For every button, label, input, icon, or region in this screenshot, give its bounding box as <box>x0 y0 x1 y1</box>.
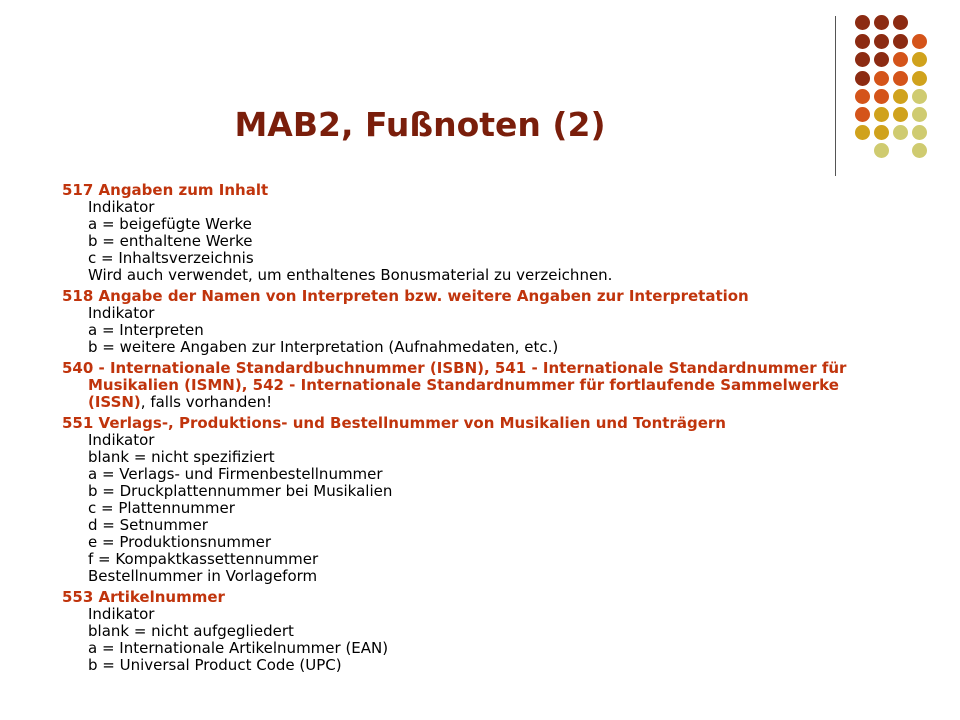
footnote-553 <box>62 589 912 674</box>
decorative-dot <box>893 15 908 30</box>
decorative-dot <box>874 89 889 104</box>
decorative-dot <box>855 107 870 122</box>
decorative-dot <box>912 52 927 67</box>
footnote-heading: 517 Angaben zum Inhalt <box>62 181 269 199</box>
decorative-dot <box>912 125 927 140</box>
decorative-dot <box>893 107 908 122</box>
footnote-518 <box>62 288 912 356</box>
footnote-line: blank = nicht spezifiziert <box>88 448 275 466</box>
decorative-dot <box>874 125 889 140</box>
footnote-heading: 518 Angabe der Namen von Interpreten bzw. weitere Angaben zur Interpretation <box>62 287 749 305</box>
footnote-line: a = Internationale Artikelnummer (EAN) <box>88 639 389 657</box>
footnote-line: b = Druckplattennummer bei Musikalien <box>88 482 393 500</box>
decorative-dot <box>893 89 908 104</box>
decorative-dot <box>893 52 908 67</box>
decorative-dot <box>893 34 908 49</box>
footnote-line: b = enthaltene Werke <box>88 232 253 250</box>
page-title: MAB2, Fußnoten (2) <box>234 105 606 144</box>
decorative-dot <box>855 71 870 86</box>
decorative-dot <box>912 89 927 104</box>
decorative-dot <box>874 15 889 30</box>
divider-line <box>835 16 836 176</box>
footnote-line: Indikator <box>88 304 155 322</box>
footnote-551 <box>62 415 912 585</box>
footnote-line: a = Verlags- und Firmenbestellnummer <box>88 465 383 483</box>
footnote-line: Bestellnummer in Vorlageform <box>88 567 318 585</box>
footnote-line: e = Produktionsnummer <box>88 533 272 551</box>
footnote-heading: 553 Artikelnummer <box>62 588 225 606</box>
footnote-heading-end: (ISSN) <box>88 393 141 411</box>
footnote-line: f = Kompaktkassettennummer <box>88 550 319 568</box>
footnote-line: a = Interpreten <box>88 321 204 339</box>
footnote-line: Indikator <box>88 431 155 449</box>
footnote-heading-line: 540 - Internationale Standardbuchnummer (ISBN), 541 - Internationale Standardnummer für <box>62 359 847 377</box>
footnote-line: d = Setnummer <box>88 516 208 534</box>
footnote-line: a = beigefügte Werke <box>88 215 252 233</box>
footnote-line: c = Plattennummer <box>88 499 235 517</box>
footnote-heading-line: Musikalien (ISMN), 542 - Internationale Standardnummer für fortlaufende Sammelwerke <box>88 376 839 394</box>
decorative-dot <box>893 71 908 86</box>
footnote-line: Indikator <box>88 198 155 216</box>
footnote-heading: 551 Verlags-, Produktions- und Bestellnummer von Musikalien und Tonträgern <box>62 414 726 432</box>
footnote-line: b = Universal Product Code (UPC) <box>88 656 342 674</box>
decorative-dot <box>855 15 870 30</box>
decorative-dot <box>874 107 889 122</box>
footnote-line: c = Inhaltsverzeichnis <box>88 249 254 267</box>
decorative-dot <box>855 34 870 49</box>
footnote-line: blank = nicht aufgegliedert <box>88 622 294 640</box>
decorative-dot <box>874 71 889 86</box>
footnote-517 <box>62 182 912 284</box>
decorative-dot <box>855 125 870 140</box>
decorative-dot <box>912 34 927 49</box>
footnote-list <box>62 182 912 678</box>
decorative-dot <box>855 89 870 104</box>
decorative-dot <box>893 125 908 140</box>
decorative-dot <box>855 52 870 67</box>
decorative-dot <box>874 52 889 67</box>
footnote-line: b = weitere Angaben zur Interpretation (Aufnahmedaten, etc.) <box>88 338 559 356</box>
footnote-tail: , falls vorhanden! <box>140 393 273 411</box>
footnote-heading-line <box>62 394 912 411</box>
decorative-dot <box>874 34 889 49</box>
footnote-line: Indikator <box>88 605 155 623</box>
decorative-dot <box>874 143 889 158</box>
footnote-line: Wird auch verwendet, um enthaltenes Bonusmaterial zu verzeichnen. <box>88 266 613 284</box>
decorative-dot <box>912 71 927 86</box>
decorative-dot <box>912 107 927 122</box>
decorative-dot <box>912 143 927 158</box>
footnote-540 <box>62 360 912 411</box>
